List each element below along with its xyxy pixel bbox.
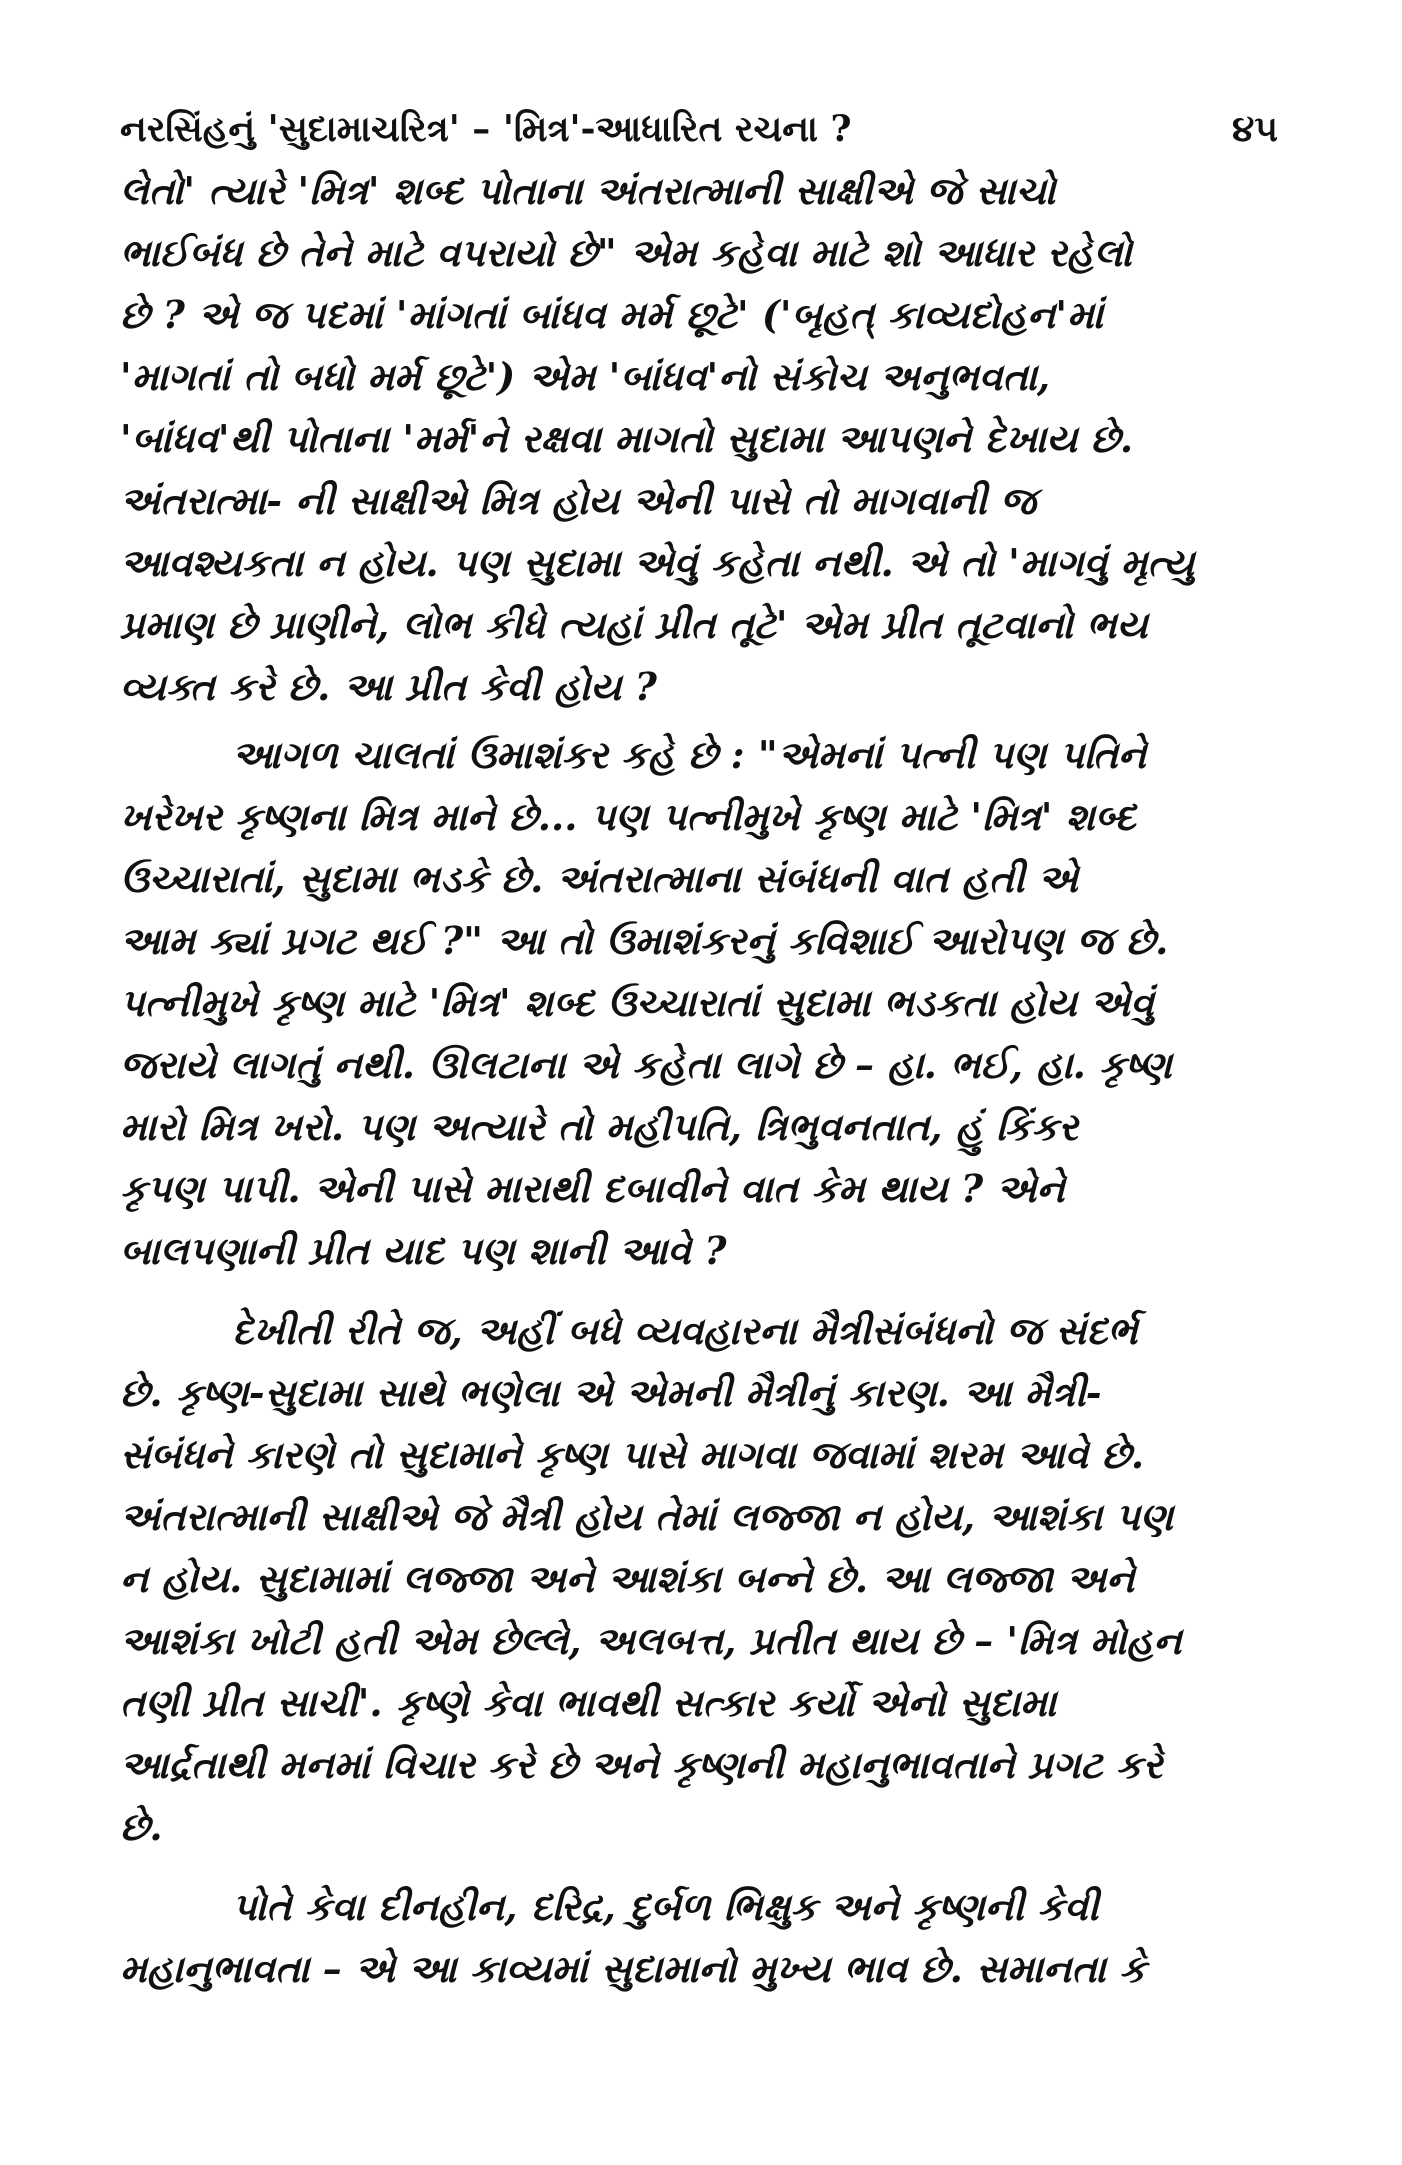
text-line: આર્દ્રતાથી મનમાં વિચાર કરે છે અને કૃષ્ણની મહાનુભાવતાને પ્રગટ કરે [120,1742,1163,1787]
text-line: છે ? એ જ પદમાં 'માંગતાં બાંધવ મર્મ છૂટે' ('બૃહત્ કાવ્યદોહન'માં [120,292,1104,337]
text-line: કૃપણ પાપી. એની પાસે મારાથી દબાવીને વાત કેમ થાય ? એને [120,1166,1065,1211]
paragraph-3 [120,1300,1278,1858]
text-line: 'બાંધવ'થી પોતાના 'મર્મ'ને રક્ષવા માગતો સુદામા આપણને દેખાય છે. [120,416,1134,461]
text-line: લેતો' ત્યારે 'મિત્ર' શબ્દ પોતાના અંતરાત્માની સાક્ષીએ જે સાચો [120,168,1056,213]
text-line: છે. કૃષ્ણ-સુદામા સાથે ભણેલા એ એમની મૈત્રીનું કારણ. આ મૈત્રી- [120,1370,1102,1415]
text-line: ઉચ્ચારાતાં, સુદામા ભડકે છે. અંતરાત્માના સંબંધની વાત હતી એ [120,856,1078,901]
running-head-title: નરસિંહનું 'સુદામાચરિત્ર' – 'મિત્ર'-આધારિત રચના ? [120,108,852,150]
text-line: દેખીતી રીતે જ, અહીં બધે વ્યવહારના મૈત્રીસંબંધનો જ સંદર્ભ [232,1308,1138,1353]
page-number: ૪૫ [1232,108,1278,150]
paragraph-2 [120,724,1278,1282]
text-line: મહાનુભાવતા – એ આ કાવ્યમાં સુદામાનો મુખ્ય ભાવ છે. સમાનતા કે [120,1946,1146,1991]
text-line: બાલપણાની પ્રીત યાદ પણ શાની આવે ? [120,1228,727,1273]
text-line: તણી પ્રીત સાચી'. કૃષ્ણે કેવા ભાવથી સત્કાર કર્યો એનો સુદામા [120,1680,1057,1725]
paragraph-4 [120,1876,1278,2000]
text-line: ખરેખર કૃષ્ણના મિત્ર માને છે... પણ પત્નીમુખે કૃષ્ણ માટે 'મિત્ર' શબ્દ [120,794,1136,839]
text-line: 'માગતાં તો બધો મર્મ છૂટે') એમ 'બાંધવ'નો સંકોચ અનુભવતા, [120,354,1051,399]
text-line: આવશ્યકતા ન હોય. પણ સુદામા એવું કહેતા નથી. એ તો 'માગવું મૃત્યુ [120,540,1195,585]
running-head [120,108,1278,168]
text-line: અંતરાત્માની સાક્ષીએ જે મૈત્રી હોય તેમાં લજ્જા ન હોય, આશંકા પણ [120,1494,1174,1539]
text-line: આમ ક્યાં પ્રગટ થઈ ?" આ તો ઉમાશંકરનું કવિશાઈ આરોપણ જ છે. [120,918,1169,963]
text-line: આશંકા ખોટી હતી એમ છેલ્લે, અલબત્ત, પ્રતીત થાય છે – 'મિત્ર મોહન [120,1618,1182,1663]
text-line: સંબંધને કારણે તો સુદામાને કૃષ્ણ પાસે માગવા જવામાં શરમ આવે છે. [120,1432,1145,1477]
text-line: ભાઈબંધ છે તેને માટે વપરાયો છે" એમ કહેવા માટે શો આધાર રહેલો [120,230,1132,275]
text-line: ન હોય. સુદામામાં લજ્જા અને આશંકા બન્ને છે. આ લજ્જા અને [120,1556,1135,1601]
text-line: પોતે કેવા દીનહીન, દરિદ્ર, દુર્બળ ભિક્ષુક અને કૃષ્ણની કેવી [232,1884,1099,1929]
text-line: અંતરાત્મા- ની સાક્ષીએ મિત્ર હોય એની પાસે તો માગવાની જ [120,478,1037,523]
text-line: છે. [120,1804,163,1849]
text-line: પ્રમાણ છે પ્રાણીને, લોભ કીધે ત્યહાં પ્રીત તૂટે' એમ પ્રીત તૂટવાનો ભય [120,602,1148,647]
text-line: પત્નીમુખે કૃષ્ણ માટે 'મિત્ર' શબ્દ ઉચ્ચારાતાં સુદામા ભડકતા હોય એવું [120,980,1154,1025]
text-line: મારો મિત્ર ખરો. પણ અત્યારે તો મહીપતિ, ત્રિભુવનતાત, હું કિંકર [120,1104,1078,1149]
text-line: જરાયે લાગતું નથી. ઊલટાના એ કહેતા લાગે છે – હા. ભઈ, હા. કૃષ્ણ [120,1042,1172,1087]
paragraph-1 [120,160,1278,718]
text-line: વ્યક્ત કરે છે. આ પ્રીત કેવી હોય ? [120,664,657,709]
text-line: આગળ ચાલતાં ઉમાશંકર કહે છે : "એમનાં પત્ની પણ પતિને [232,732,1147,777]
